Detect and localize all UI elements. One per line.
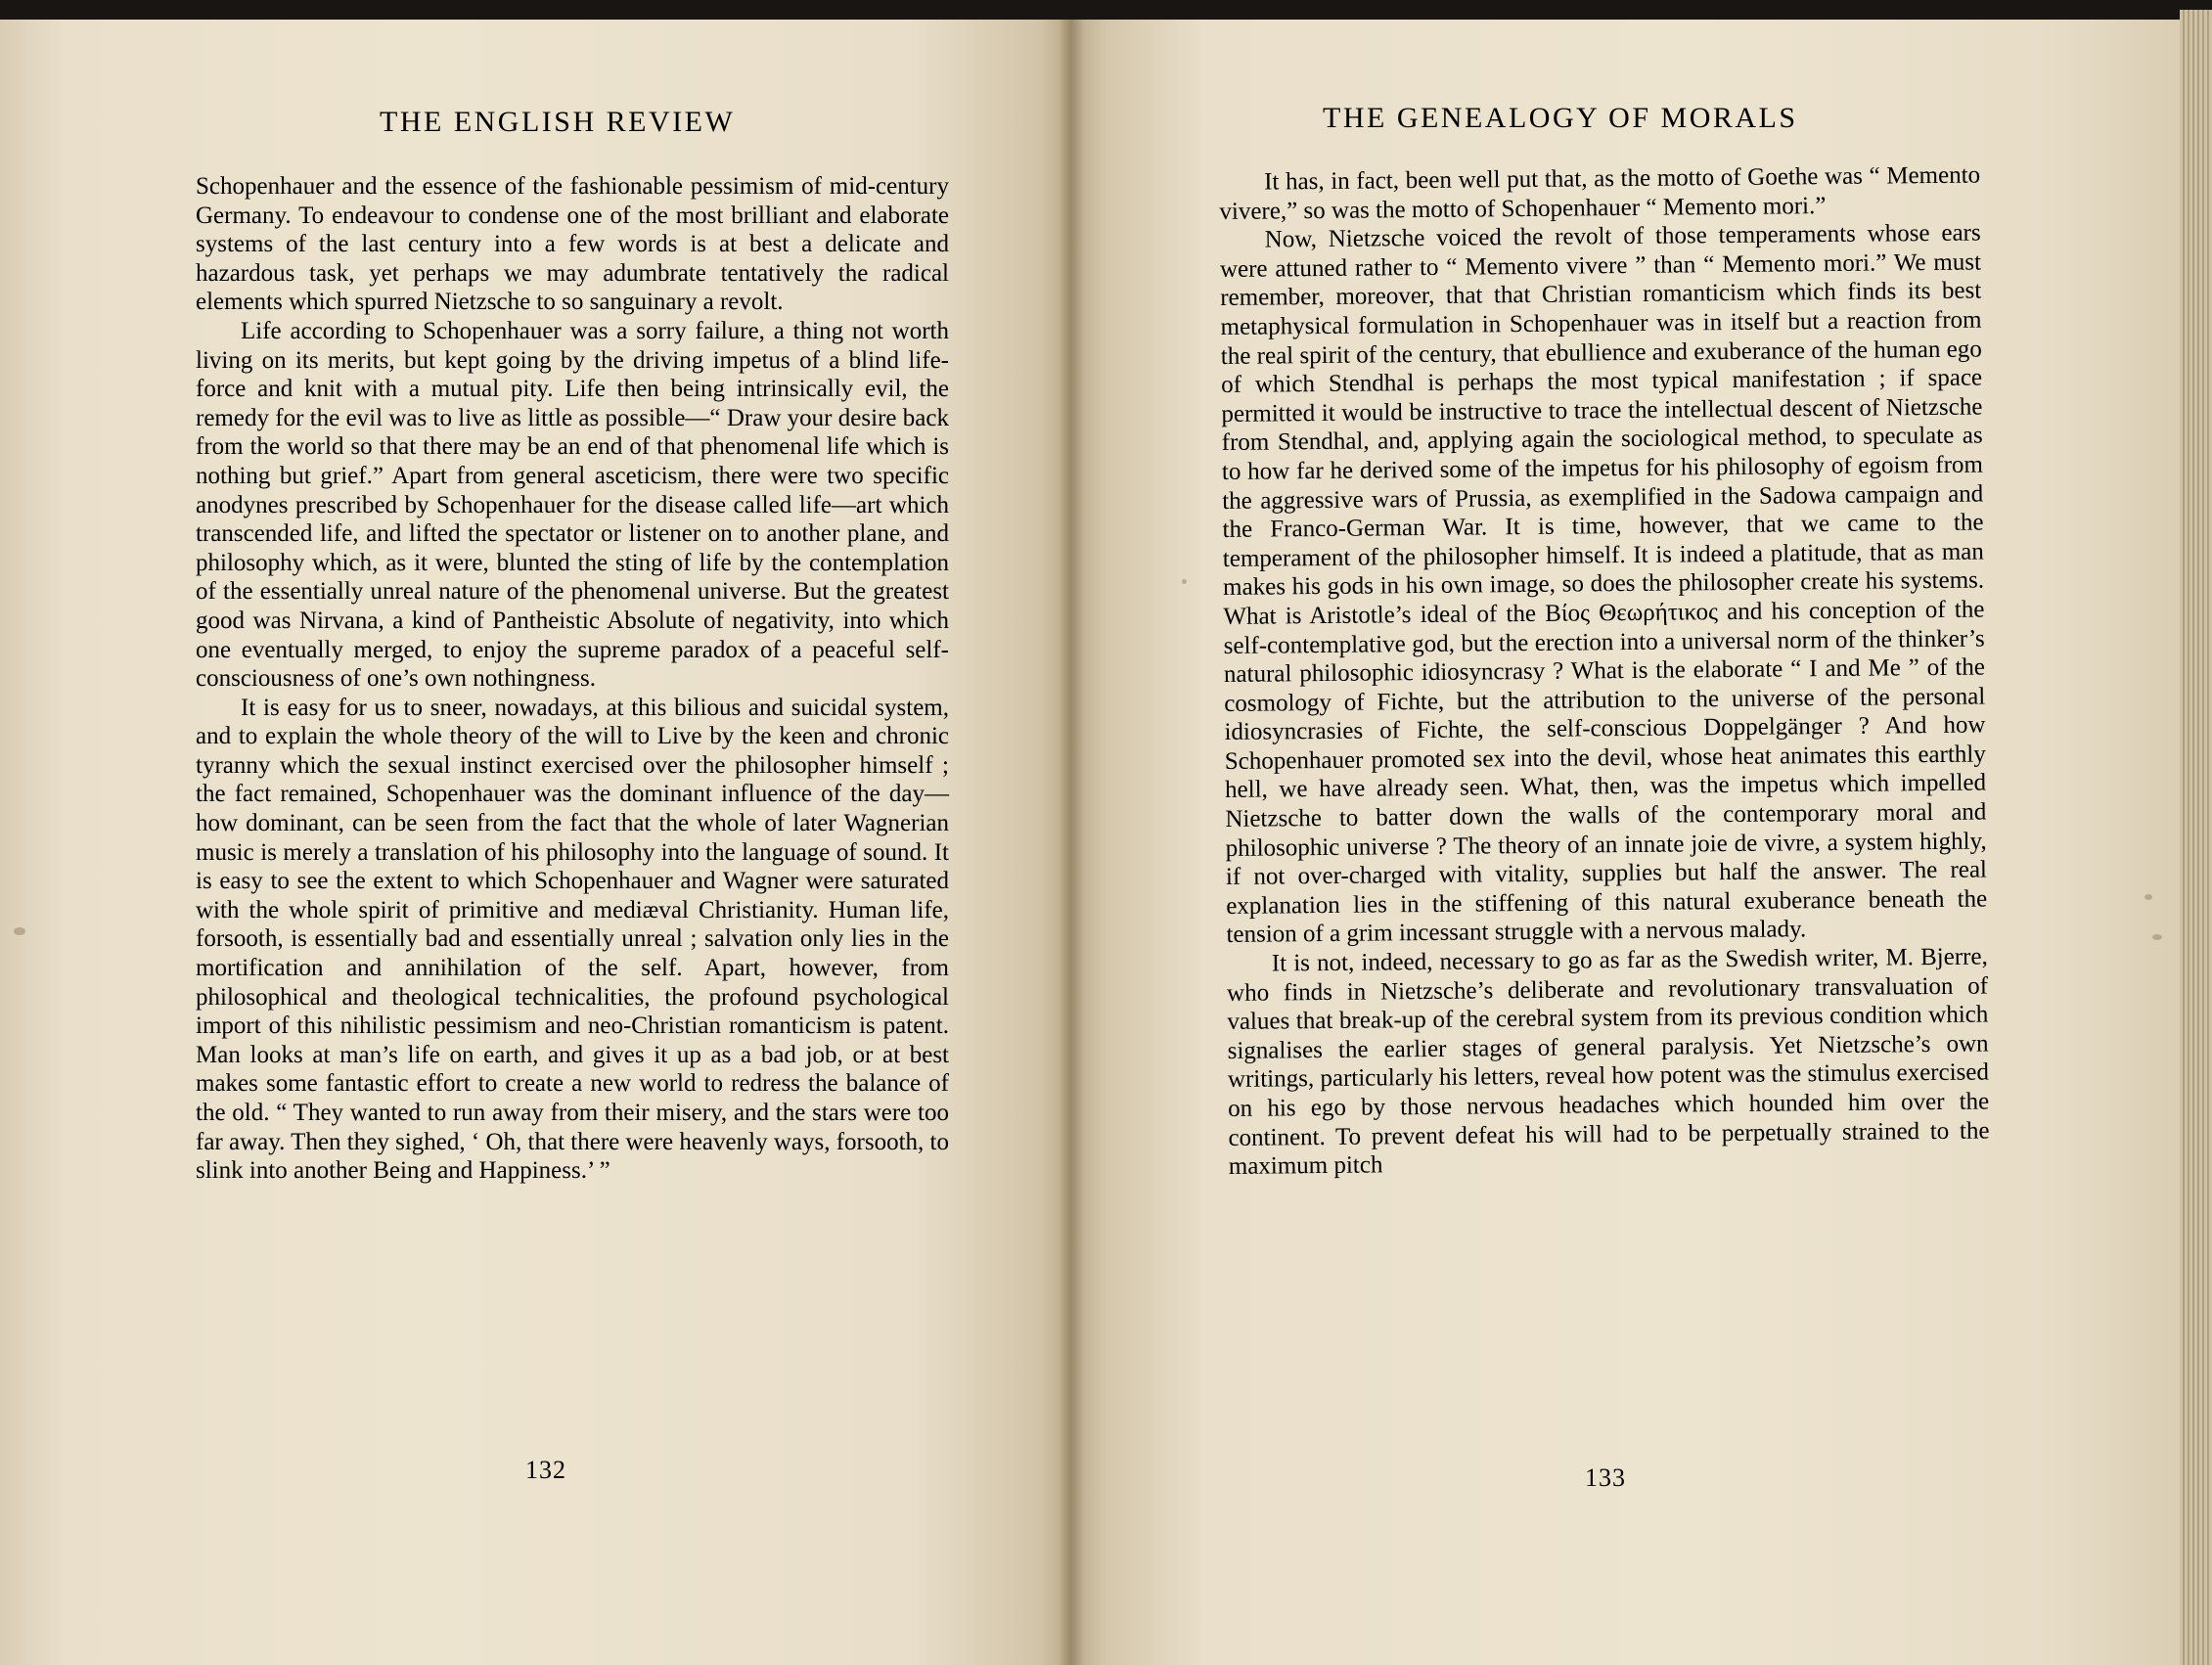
paper-speck <box>14 927 25 935</box>
book-gutter <box>1059 20 1084 1665</box>
running-head-right: THE GENEALOGY OF MORALS <box>1323 102 1798 134</box>
right-page-body <box>1219 161 1990 1182</box>
paper-speck <box>1182 579 1187 584</box>
paragraph: Schopenhauer and the essence of the fashionable pessimism of mid-century Germany. To endeavour to condense one of the most brilliant and elaborate systems of the last century into a few words is at best a delicate and hazardous task, yet perhaps we may adumbrate tentatively the radical elements which spurred Nietzsche to so sanguinary a revolt. <box>196 173 949 316</box>
page-number-right: 133 <box>1585 1463 1626 1492</box>
page-edges <box>2180 10 2212 1665</box>
paper-speck <box>2152 934 2162 940</box>
paper-speck <box>2144 894 2152 900</box>
running-head-left: THE ENGLISH REVIEW <box>380 106 736 138</box>
page-number-left: 132 <box>525 1456 566 1484</box>
paragraph: Life according to Schopenhauer was a sorry failure, a thing not worth living on its merits, but kept going by the driving impetus of a blind life-force and knit with a mutual pity. Life then being intrinsically evil, the remedy for the evil was to live as little as possible—“ Draw your desire back from the world so that there may be an end of that phenomenal life which is nothing but grief.” Apart from general asceticism, there were two specific anodynes prescribed by Schopenhauer for the disease called life—art which transcended life, and lifted the spectator or listener on to another plane, and philosophy which, as it were, blunted the sting of life by the contemplation of the essentially unreal nature of the phenomenal universe. But the greatest good was Nirvana, a kind of Pantheistic Absolute of negativity, into which one eventually merged, to enjoy the supreme paradox of a peaceful self-consciousness of one’s own nothingness. <box>196 317 949 693</box>
paragraph: It is easy for us to sneer, nowadays, at this bilious and suicidal system, and to explain the whole theory of the will to Live by the keen and chronic tyranny which the sexual instinct exercised over the philosopher himself ; the fact remained, Schopenhauer was the dominant influence of the day—how dominant, can be seen from the fact that the whole of later Wagnerian music is merely a translation of his philosophy into the language of sound. It is easy to see the extent to which Schopenhauer and Wagner were saturated with the whole spirit of primitive and mediæval Christianity. Human life, forsooth, is essentially bad and essentially unreal ; salvation only lies in the mortification and annihilation of the self. Apart, however, from philosophical and theological technicalities, the profound psychological import of this nihilistic pessimism and neo-Christian romanticism is patent. Man looks at man’s life on earth, and gives it up as a bad job, or at best makes some fantastic effort to create a new world to redress the balance of the old. “ They wanted to run away from their misery, and the stars were too far away. Then they sighed, ‘ Oh, that there were heavenly ways, forsooth, to slink into another Being and Happiness.’ ” <box>196 694 949 1185</box>
paragraph: It has, in fact, been well put that, as the motto of Goethe was “ Memento vivere,” so was the motto of Schopenhauer “ Memento mori.” <box>1219 161 1981 225</box>
left-page-body <box>196 172 949 1186</box>
paragraph: Now, Nietzsche voiced the revolt of those temperaments whose ears were attuned rather to “ Memento vivere ” than “ Memento mori.” We must remember, moreover, that that Christian romanticism which finds its best metaphysical formulation in Schopenhauer was in itself but a reaction from the real spirit of the century, that ebullience and exuberance of the human ego of which Stendhal is perhaps the most typical manifestation ; if space permitted it would be instructive to trace the intellectual descent of Nietzsche from Stendhal, and, applying again the sociological method, to speculate as to how far he derived some of the impetus for his philosophy of egoism from the aggressive wars of Prussia, as exemplified in the Sadowa campaign and the Franco-German War. It is time, however, that we came to the temperament of the philosopher himself. It is indeed a platitude, that as man makes his gods in his own image, so does the philosopher create his systems. What is Aristotle’s ideal of the Βίος Θεωρήτικος and his conception of the self-contemplative god, but the erection into a universal norm of the thinker’s natural philosophic idiosyncrasy ? What is the elaborate “ I and Me ” of the cosmology of Fichte, but the attribution to the universe of the personal idiosyncrasies of Fichte, the self-conscious Doppelgänger ? And how Schopenhauer promoted sex into the devil, whose heat animates this earthly hell, we have already seen. What, then, was the impetus which impelled Nietzsche to batter down the walls of the contemporary moral and philosophic universe ? The theory of an innate joie de vivre, a system highly, if not over-charged with vitality, supplies but half the answer. The real explanation lies in the stiffening of this natural exuberance beneath the tension of a grim incessant struggle with a nervous malady. <box>1219 219 1988 949</box>
paragraph: It is not, indeed, necessary to go as far as the Swedish writer, M. Bjerre, who finds in Nietzsche’s deliberate and revolutionary transvaluation of values that break-up of the cerebral system from its previous condition which signalises the earlier stages of general paralysis. Yet Nietzsche’s own writings, particularly his letters, reveal how potent was the stimulus exercised on his ego by those nervous headaches which hounded him over the continent. To prevent defeat his will had to be perpetually strained to the maximum pitch <box>1226 943 1990 1181</box>
